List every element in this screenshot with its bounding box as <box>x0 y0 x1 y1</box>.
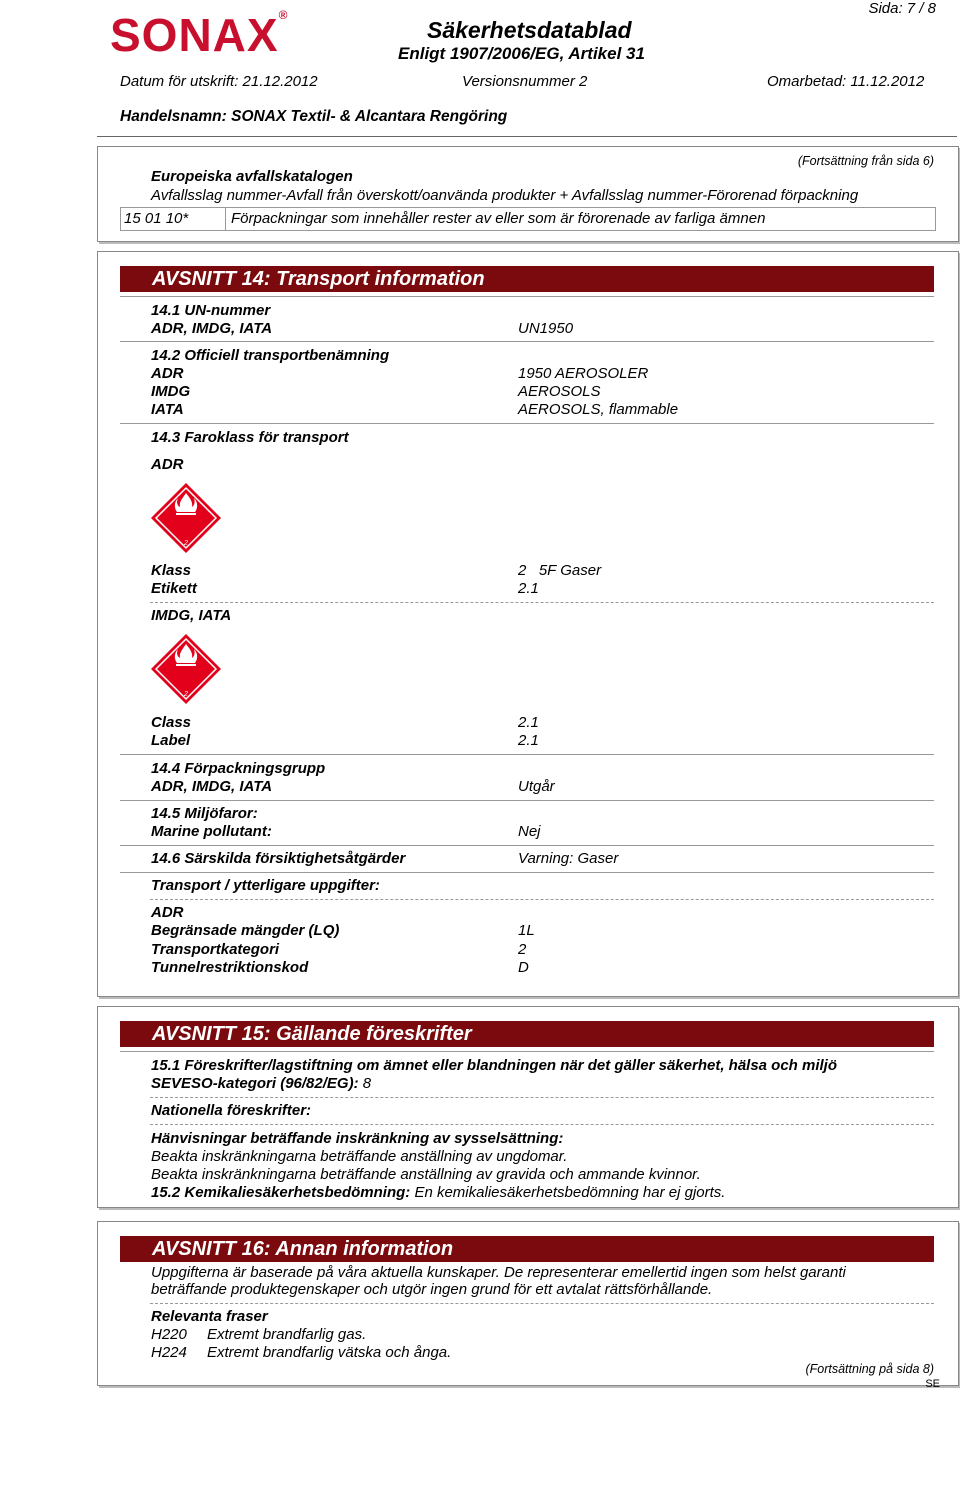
restriction-youth: Beakta inskränkningarna beträffande anställning av ungdomar. <box>151 1148 568 1165</box>
hazard-adr-label: ADR <box>151 456 184 473</box>
un-number-value: UN1950 <box>518 320 574 337</box>
document-subtitle: Enligt 1907/2006/EG, Artikel 31 <box>398 44 645 63</box>
header-divider <box>97 136 957 137</box>
waste-code-row <box>120 207 936 231</box>
imdg-value: AEROSOLS <box>518 383 601 400</box>
limited-quantities-value: 1L <box>518 922 535 939</box>
continued-to: (Fortsättning på sida 8) <box>805 1362 934 1376</box>
seveso-label: SEVESO-kategori (96/82/EG): <box>151 1075 359 1092</box>
label-value: 2.1 <box>518 732 539 749</box>
country-code: SE <box>925 1378 940 1390</box>
divider <box>120 845 934 846</box>
chemical-safety-value: En kemikaliesäkerhetsbedömning har ej gjorts. <box>414 1184 726 1201</box>
dashed-divider <box>150 602 934 603</box>
marine-pollutant-label: Marine pollutant: <box>151 823 272 840</box>
etikett-label: Etikett <box>151 580 197 597</box>
chemical-safety-label: 15.2 Kemikaliesäkerhetsbedömning: <box>151 1184 411 1201</box>
version-number: Versionsnummer 2 <box>462 73 588 90</box>
info-text-line-2: beträffande produktegenskaper och utgör ingen grund för ett avtalat rättsförhållande. <box>151 1281 713 1298</box>
section-16-title: AVSNITT 16: Annan information <box>120 1236 934 1262</box>
adr-additional-label: ADR <box>151 904 184 921</box>
adr-label: ADR <box>151 365 184 382</box>
dashed-divider <box>150 1124 934 1125</box>
h224-code: H224 <box>151 1344 187 1361</box>
sonax-logo: SONAX® <box>110 8 289 61</box>
packing-group-heading: 14.4 Förpackningsgrupp <box>151 760 326 777</box>
divider <box>120 754 934 755</box>
trade-name: Handelsnamn: SONAX Textil- & Alcantara Rengöring <box>120 108 508 125</box>
flammable-gas-hazard-icon <box>149 632 223 706</box>
special-precautions-value: Varning: Gaser <box>518 850 619 867</box>
hazard-class-heading: 14.3 Faroklass för transport <box>151 429 349 446</box>
seveso-value: 8 <box>362 1075 372 1092</box>
imdg-label: IMDG <box>151 383 191 400</box>
class-value: 2.1 <box>518 714 539 731</box>
info-text-line-1: Uppgifterna är baserade på våra aktuella kunskaper. De representerar emellertid ingen som helst garanti <box>151 1264 846 1281</box>
national-regulations-heading: Nationella föreskrifter: <box>151 1102 312 1119</box>
tunnel-code-label: Tunnelrestriktionskod <box>151 959 309 976</box>
klass-value: 2 5F Gaser <box>518 562 602 579</box>
waste-code: 15 01 10* <box>124 210 189 227</box>
regulations-heading: 15.1 Föreskrifter/lagstiftning om ämnet eller blandningen när det gäller säkerhet, hälsa och miljö <box>151 1057 838 1074</box>
dashed-divider <box>150 1303 934 1304</box>
dashed-divider <box>150 899 934 900</box>
special-precautions-heading: 14.6 Särskilda försiktighetsåtgärder <box>151 850 406 867</box>
transport-additional-heading: Transport / ytterligare uppgifter: <box>151 877 380 894</box>
divider <box>120 1051 934 1052</box>
environmental-hazards-heading: 14.5 Miljöfaror: <box>151 805 258 822</box>
section-15-title: AVSNITT 15: Gällande föreskrifter <box>120 1021 934 1047</box>
page-number: Sida: 7 / 8 <box>868 0 936 17</box>
transport-category-label: Transportkategori <box>151 941 280 958</box>
adr-value: 1950 AEROSOLER <box>518 365 649 382</box>
divider <box>120 341 934 342</box>
seveso-line <box>151 1075 371 1092</box>
h220-text: Extremt brandfarlig gas. <box>207 1326 367 1343</box>
flammable-gas-hazard-icon <box>149 481 223 555</box>
un-number-label: ADR, IMDG, IATA <box>151 320 273 337</box>
packing-group-value: Utgår <box>518 778 555 795</box>
etikett-value: 2.1 <box>518 580 539 597</box>
imdg-iata-label: IMDG, IATA <box>151 607 232 624</box>
divider <box>120 800 934 801</box>
waste-catalog-heading: Europeiska avfallskatalogen <box>151 168 353 185</box>
tunnel-code-value: D <box>518 959 529 976</box>
hazard-class-number: 2 <box>184 691 188 698</box>
transport-category-value: 2 <box>518 941 527 958</box>
packing-group-label: ADR, IMDG, IATA <box>151 778 273 795</box>
h224-text: Extremt brandfarlig vätska och ånga. <box>207 1344 452 1361</box>
employment-restrictions-heading: Hänvisningar beträffande inskränkning av sysselsättning: <box>151 1130 564 1147</box>
document-title: Säkerhetsdatablad <box>427 17 632 43</box>
section-14-title: AVSNITT 14: Transport information <box>120 266 934 292</box>
print-date: Datum för utskrift: 21.12.2012 <box>120 73 318 90</box>
dashed-divider <box>150 1097 934 1098</box>
klass-label: Klass <box>151 562 192 579</box>
marine-pollutant-value: Nej <box>518 823 541 840</box>
revised-date: Omarbetad: 11.12.2012 <box>767 73 925 90</box>
un-number-heading: 14.1 UN-nummer <box>151 302 271 319</box>
relevant-phrases-heading: Relevanta fraser <box>151 1308 268 1325</box>
restriction-pregnant: Beakta inskränkningarna beträffande anställning av gravida och ammande kvinnor. <box>151 1166 701 1183</box>
iata-value: AEROSOLS, flammable <box>518 401 679 418</box>
shipping-name-heading: 14.2 Officiell transportbenämning <box>151 347 390 364</box>
divider <box>120 423 934 424</box>
limited-quantities-label: Begränsade mängder (LQ) <box>151 922 340 939</box>
waste-type-line: Avfallsslag nummer-Avfall från överskott/oanvända produkter + Avfallsslag nummer-Förorenad förpackning <box>151 187 859 204</box>
h220-code: H220 <box>151 1326 187 1343</box>
hazard-class-number: 2 <box>184 540 188 547</box>
continued-from: (Fortsättning från sida 6) <box>797 154 934 168</box>
waste-code-description: Förpackningar som innehåller rester av eller som är förorenade av farliga ämnen <box>231 210 766 227</box>
divider <box>120 872 934 873</box>
divider <box>120 296 934 297</box>
class-label: Class <box>151 714 192 731</box>
chemical-safety-line <box>151 1184 725 1201</box>
label-label: Label <box>151 732 191 749</box>
waste-code-separator <box>225 208 226 230</box>
iata-label: IATA <box>151 401 184 418</box>
